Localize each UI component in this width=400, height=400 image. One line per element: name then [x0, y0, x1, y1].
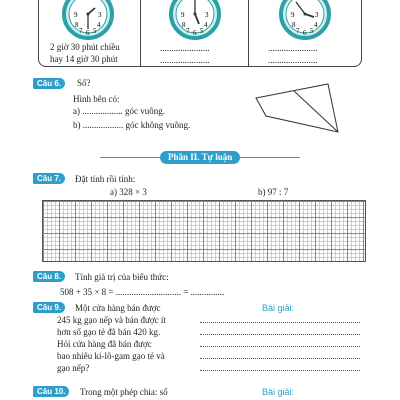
- question-line: gạo nếp?: [57, 363, 90, 373]
- svg-text:8: 8: [75, 21, 79, 29]
- answer-line-b: b) .................. góc không vuông.: [73, 120, 191, 130]
- svg-text:9: 9: [181, 11, 185, 19]
- clock-answer-line2: hay 14 giờ 30 phút: [50, 54, 118, 64]
- expression-a: a) 328 × 3: [110, 187, 147, 197]
- svg-text:9: 9: [291, 11, 295, 19]
- svg-text:4: 4: [204, 21, 208, 29]
- clock-answer-line1: 2 giờ 30 phút chiều: [50, 42, 120, 52]
- answer-line: [200, 322, 360, 323]
- question-intro: Hình bên có:: [73, 94, 120, 104]
- svg-text:7: 7: [186, 27, 190, 35]
- question-badge: Câu 7.: [33, 173, 65, 184]
- solution-label: Bài giải:: [262, 303, 295, 313]
- question-badge: Câu 10.: [33, 386, 69, 397]
- question-badge: Câu 6.: [33, 78, 65, 89]
- question-line: Hỏi cửa hàng đã bán được: [57, 339, 152, 349]
- clock-icon: [171, 0, 219, 38]
- svg-text:8: 8: [292, 21, 296, 29]
- svg-text:5: 5: [310, 27, 314, 35]
- svg-text:4: 4: [97, 21, 101, 29]
- section-title: Phần II. Tự luận: [160, 151, 240, 164]
- clock-blank: ......................: [268, 43, 318, 53]
- svg-text:3: 3: [315, 11, 319, 19]
- svg-text:3: 3: [98, 11, 102, 19]
- question-title: Số?: [77, 78, 91, 88]
- svg-text:4: 4: [314, 21, 318, 29]
- question-line: hơn số gạo tẻ đã bán 420 kg.: [57, 327, 161, 337]
- clock-icon: [281, 0, 329, 38]
- squared-grid: [42, 200, 366, 262]
- expression-b: b) 97 : 7: [258, 187, 289, 197]
- answer-line: [200, 334, 360, 335]
- svg-text:5: 5: [200, 27, 204, 35]
- svg-text:6: 6: [86, 29, 90, 37]
- question-badge: Câu 8.: [33, 271, 65, 282]
- svg-text:6: 6: [303, 29, 307, 37]
- clock-blank: ......................: [268, 55, 318, 65]
- answer-line: [200, 370, 360, 371]
- solution-label: Bài giải:: [262, 387, 295, 397]
- question-line: Một cửa hàng bán được: [75, 303, 161, 313]
- answer-line: [200, 346, 360, 347]
- svg-text:8: 8: [182, 21, 186, 29]
- svg-text:9: 9: [74, 11, 78, 19]
- question-line: Trong một phép chia: số: [80, 387, 168, 397]
- svg-text:6: 6: [193, 29, 197, 37]
- svg-text:7: 7: [296, 27, 300, 35]
- clock-icon: [64, 0, 112, 38]
- clock-row: [0, 0, 400, 42]
- question-title: Đặt tính rồi tính:: [75, 174, 136, 184]
- clock-blank: ......................: [160, 43, 210, 53]
- question-line: bao nhiêu ki-lô-gam gạo tẻ và: [57, 351, 165, 361]
- svg-text:3: 3: [205, 11, 209, 19]
- question-line: 245 kg gạo nếp và bán được ít: [57, 315, 166, 325]
- quadrilateral-figure: [248, 78, 348, 138]
- answer-line-a: a) .................. góc vuông.: [73, 106, 165, 116]
- question-badge: Câu 9.: [33, 302, 65, 313]
- expression: 508 + 35 × 8 = ............................. = ...............: [60, 287, 225, 297]
- answer-line: [200, 358, 360, 359]
- svg-text:7: 7: [79, 27, 83, 35]
- question-title: Tính giá trị của biểu thức:: [75, 272, 169, 282]
- svg-text:5: 5: [93, 27, 97, 35]
- clock-blank: ......................: [160, 55, 210, 65]
